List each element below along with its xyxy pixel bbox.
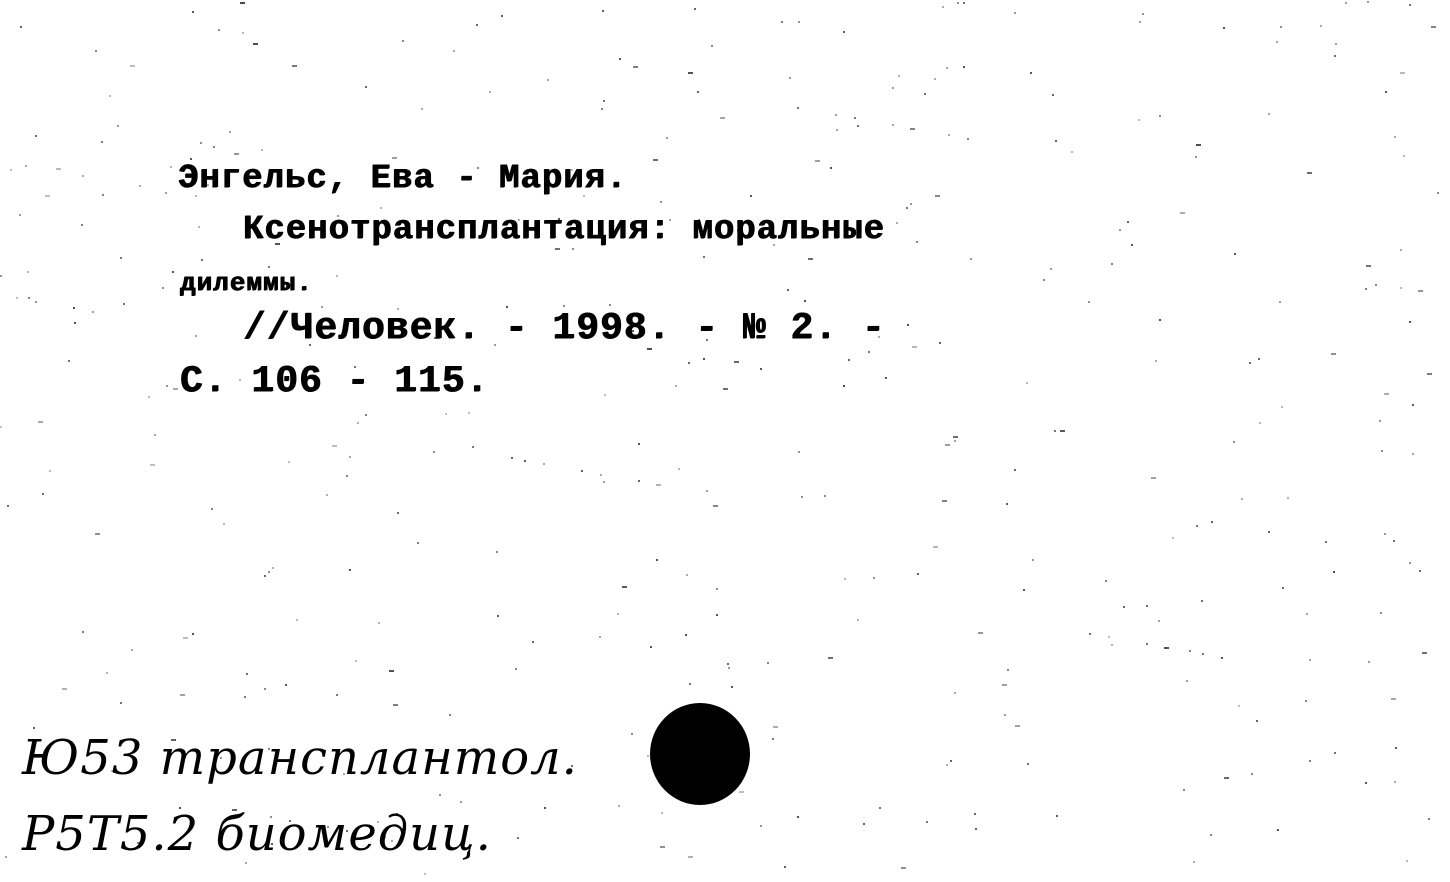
pages-line: С. 106 - 115.: [180, 360, 490, 403]
handwritten-classification-1: Ю53 трансплантол.: [22, 730, 578, 786]
title-line: Ксенотрансплантация: моральные: [243, 211, 886, 249]
ink-blot: [650, 703, 750, 805]
author-line: Энгельс, Ева - Мария.: [178, 160, 628, 198]
source-line: //Человек. - 1998. - № 2. -: [243, 307, 886, 350]
title-continuation-line: дилеммы.: [180, 268, 313, 298]
handwritten-classification-2: Р5Т5.2 биомедиц.: [22, 806, 492, 862]
